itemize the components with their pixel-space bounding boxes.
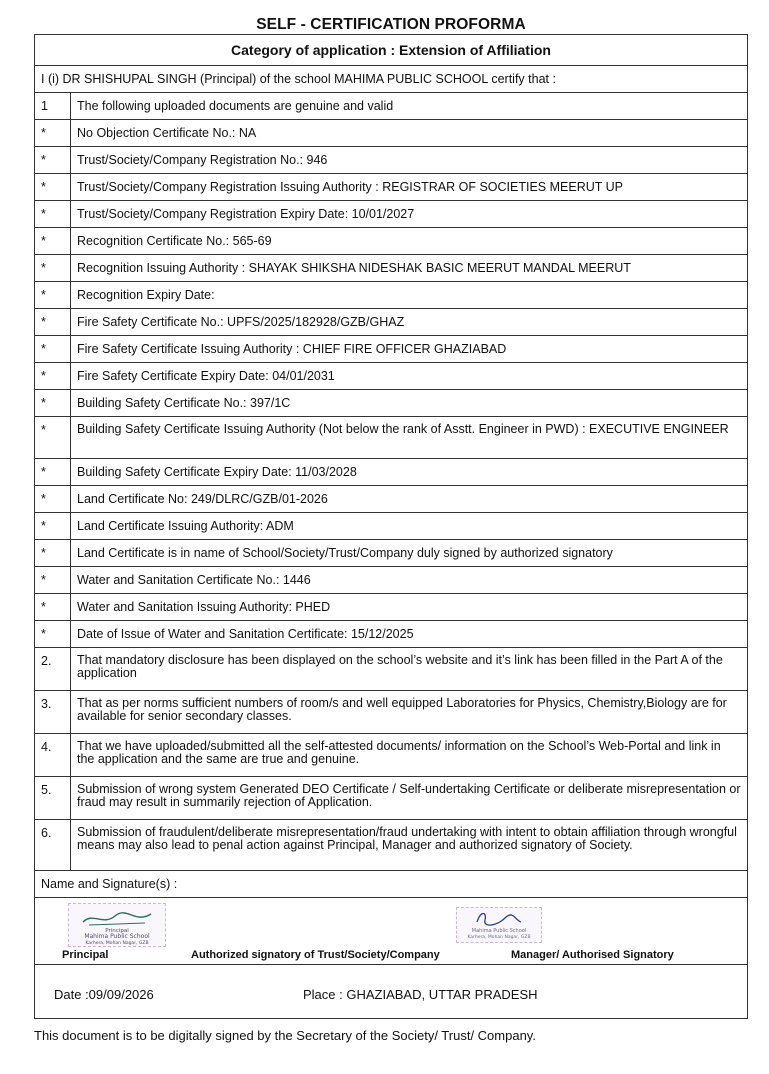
manager-signature-stamp	[456, 907, 542, 943]
list-item	[35, 390, 747, 417]
list-item	[35, 594, 747, 621]
item-text: Date of Issue of Water and Sanitation Certificate: 15/12/2025	[77, 627, 414, 641]
item-number: *	[35, 147, 71, 173]
list-item	[35, 540, 747, 567]
item-text: Building Safety Certificate Expiry Date: 11/03/2028	[77, 465, 357, 479]
item-text: Water and Sanitation Issuing Authority: PHED	[77, 600, 331, 614]
intro-row: I (i) DR SHISHUPAL SINGH (Principal) of the school MAHIMA PUBLIC SCHOOL certify that :	[35, 66, 747, 93]
item-text: Land Certificate No: 249/DLRC/GZB/01-2026	[77, 492, 328, 506]
item-text: Land Certificate Issuing Authority: ADM	[77, 519, 294, 533]
item-number: *	[35, 594, 71, 620]
item-text: That mandatory disclosure has been displayed on the school’s website and it’s link has been filled in the Part A of the application	[77, 653, 723, 680]
principal-signature-stamp	[68, 903, 166, 947]
list-item	[35, 309, 747, 336]
date-text: Date :09/09/2026	[54, 987, 154, 1002]
list-item	[35, 120, 747, 147]
list-item	[35, 93, 747, 120]
list-item	[35, 255, 747, 282]
item-number: 2.	[35, 648, 71, 690]
item-number: 5.	[35, 777, 71, 819]
item-number: *	[35, 486, 71, 512]
item-number: *	[35, 255, 71, 281]
item-number: 3.	[35, 691, 71, 733]
name-signature-row: Name and Signature(s) :	[35, 871, 747, 898]
item-text: Recognition Certificate No.: 565-69	[77, 234, 272, 248]
list-item	[35, 459, 747, 486]
item-text: That we have uploaded/submitted all the self-attested documents/ information on the School’s Web-Portal and link in the application and the same are true and genuine.	[77, 739, 721, 766]
item-number: *	[35, 174, 71, 200]
item-number: *	[35, 363, 71, 389]
list-item	[35, 201, 747, 228]
item-text: Trust/Society/Company Registration Issuing Authority : REGISTRAR OF SOCIETIES MEERUT UP	[77, 180, 623, 194]
list-item	[35, 820, 747, 871]
item-text: Recognition Expiry Date:	[77, 288, 215, 302]
principal-label: Principal	[62, 949, 109, 961]
document-title: SELF - CERTIFICATION PROFORMA	[256, 16, 526, 33]
item-text: Fire Safety Certificate Expiry Date: 04/01/2031	[77, 369, 335, 383]
principal-stamp-line2: Mahima Public School	[84, 933, 150, 940]
item-number: *	[35, 336, 71, 362]
certification-table	[34, 34, 748, 1019]
item-text: Building Safety Certificate No.: 397/1C	[77, 396, 291, 410]
item-number: *	[35, 459, 71, 485]
item-number: *	[35, 309, 71, 335]
item-number: *	[35, 390, 71, 416]
item-text: Fire Safety Certificate Issuing Authority : CHIEF FIRE OFFICER GHAZIABAD	[77, 342, 507, 356]
list-item	[35, 691, 747, 734]
list-item	[35, 336, 747, 363]
list-item	[35, 417, 747, 459]
item-text: Trust/Society/Company Registration No.: 946	[77, 153, 328, 167]
list-item	[35, 486, 747, 513]
manager-stamp-line2: Karhera, Mohan Nagar, GZB	[467, 935, 531, 940]
item-number: *	[35, 282, 71, 308]
item-text: Trust/Society/Company Registration Expiry Date: 10/01/2027	[77, 207, 415, 221]
principal-stamp-line1: Principal	[105, 928, 129, 934]
list-item	[35, 513, 747, 540]
list-item	[35, 363, 747, 390]
item-text: Fire Safety Certificate No.: UPFS/2025/182928/GZB/GHAZ	[77, 315, 405, 329]
item-number: *	[35, 120, 71, 146]
date-place-row	[35, 965, 747, 1019]
item-text: No Objection Certificate No.: NA	[77, 126, 257, 140]
manager-signature-icon	[457, 908, 541, 942]
place-text: Place : GHAZIABAD, UTTAR PRADESH	[303, 987, 538, 1002]
item-text: Building Safety Certificate Issuing Authority (Not below the rank of Asstt. Engineer in PWD) : EXECUTIVE ENGINEER	[77, 422, 729, 436]
item-number: *	[35, 567, 71, 593]
item-text: Submission of wrong system Generated DEO Certificate / Self-undertaking Certificate or deliberate misrepresentation or fraud may result in summarily rejection of Application.	[77, 782, 741, 809]
list-item	[35, 228, 747, 255]
item-number: 6.	[35, 820, 71, 870]
list-item	[35, 282, 747, 309]
item-text: That as per norms sufficient numbers of room/s and well equipped Laboratories for Physics, Chemistry,Biology are for available for senior secondary classes.	[77, 696, 727, 723]
list-item	[35, 174, 747, 201]
item-number: *	[35, 228, 71, 254]
item-number: *	[35, 540, 71, 566]
list-item	[35, 621, 747, 648]
item-number: *	[35, 201, 71, 227]
list-item	[35, 147, 747, 174]
signature-area	[35, 897, 747, 965]
list-item	[35, 734, 747, 777]
manager-signatory-label: Manager/ Authorised Signatory	[511, 949, 674, 961]
principal-signature-icon	[69, 904, 165, 946]
item-number: *	[35, 417, 71, 458]
item-number: 1	[35, 93, 71, 119]
footer-note: This document is to be digitally signed by the Secretary of the Society/ Trust/ Company.	[34, 1028, 536, 1043]
item-number: 4.	[35, 734, 71, 776]
list-item	[35, 567, 747, 594]
item-text: Land Certificate is in name of School/Society/Trust/Company duly signed by authorized signatory	[77, 546, 613, 560]
item-number: *	[35, 621, 71, 647]
item-text: The following uploaded documents are genuine and valid	[77, 99, 394, 113]
manager-stamp-line1: Mahima Public School	[471, 928, 527, 934]
list-item	[35, 777, 747, 820]
item-text: Water and Sanitation Certificate No.: 1446	[77, 573, 311, 587]
item-text: Recognition Issuing Authority : SHAYAK SHIKSHA NIDESHAK BASIC MEERUT MANDAL MEERUT	[77, 261, 631, 275]
list-item	[35, 648, 747, 691]
principal-stamp-line3: Karhera, Mohan Nagar, GZB	[85, 941, 149, 946]
item-text: Submission of fraudulent/deliberate misrepresentation/fraud undertaking with intent to obtain affiliation through wrongful means may also lead to penal action against Principal, Manager and authorized signatory of Society.	[77, 825, 737, 852]
item-number: *	[35, 513, 71, 539]
category-row: Category of application : Extension of Affiliation	[35, 35, 747, 66]
trust-signatory-label: Authorized signatory of Trust/Society/Company	[191, 949, 440, 961]
